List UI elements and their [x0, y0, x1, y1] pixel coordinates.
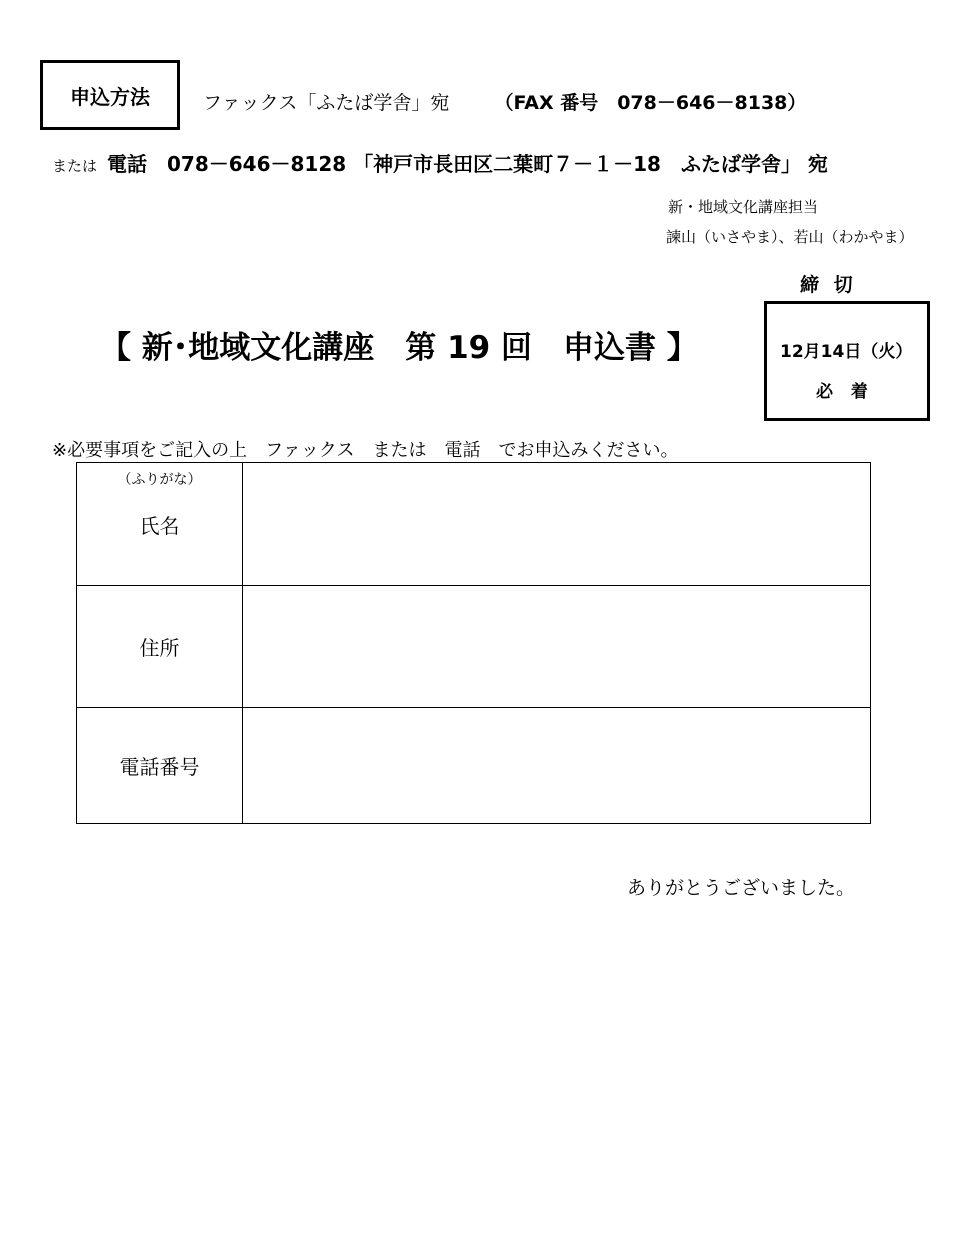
- name-field[interactable]: [243, 463, 870, 585]
- address-label: 住所: [139, 636, 180, 660]
- deadline-label: 締 切: [800, 274, 857, 296]
- fax-text: ファックス「ふたば学舎」宛: [203, 92, 450, 114]
- contact-department: 新・地域文化講座担当: [668, 198, 819, 216]
- form-title: 【 新･地域文化講座 第 19 回 申込書 】: [100, 330, 698, 366]
- contact-people: 諫山（いさやま）、若山（わかやま）: [666, 228, 914, 246]
- form-row-name: [77, 463, 870, 585]
- phone-instruction: [52, 148, 828, 177]
- phone-field[interactable]: [243, 708, 870, 823]
- form-row-address: [77, 585, 870, 707]
- form-label-cell: [77, 708, 243, 823]
- name-label: 氏名: [139, 513, 180, 538]
- address-field[interactable]: [243, 586, 870, 707]
- thanks-text: ありがとうございました。: [627, 877, 856, 899]
- furigana-label: （ふりがな）: [117, 472, 202, 488]
- fax-instruction: [203, 88, 806, 115]
- deadline-date: 12月14日（火）: [780, 342, 913, 362]
- form-label-cell: [77, 586, 243, 707]
- instruction-text: ※必要事項をご記入の上 ファックス または 電話 でお申込みください。: [52, 440, 679, 461]
- form-label-cell: [77, 463, 243, 585]
- fax-number: （FAX 番号 078－646－8138）: [494, 92, 807, 114]
- phone-address-text: 電話 078－646－8128 「神戸市長田区二葉町７－１－18 ふたば学舎」 宛: [107, 152, 828, 176]
- alt-prefix: または: [52, 157, 98, 175]
- application-form-table: [76, 462, 871, 824]
- method-label-box: [40, 60, 180, 130]
- phone-label: 電話番号: [119, 755, 200, 779]
- method-label: 申込方法: [70, 84, 150, 109]
- form-row-phone: [77, 707, 870, 823]
- deadline-arrival: 必 着: [816, 382, 874, 402]
